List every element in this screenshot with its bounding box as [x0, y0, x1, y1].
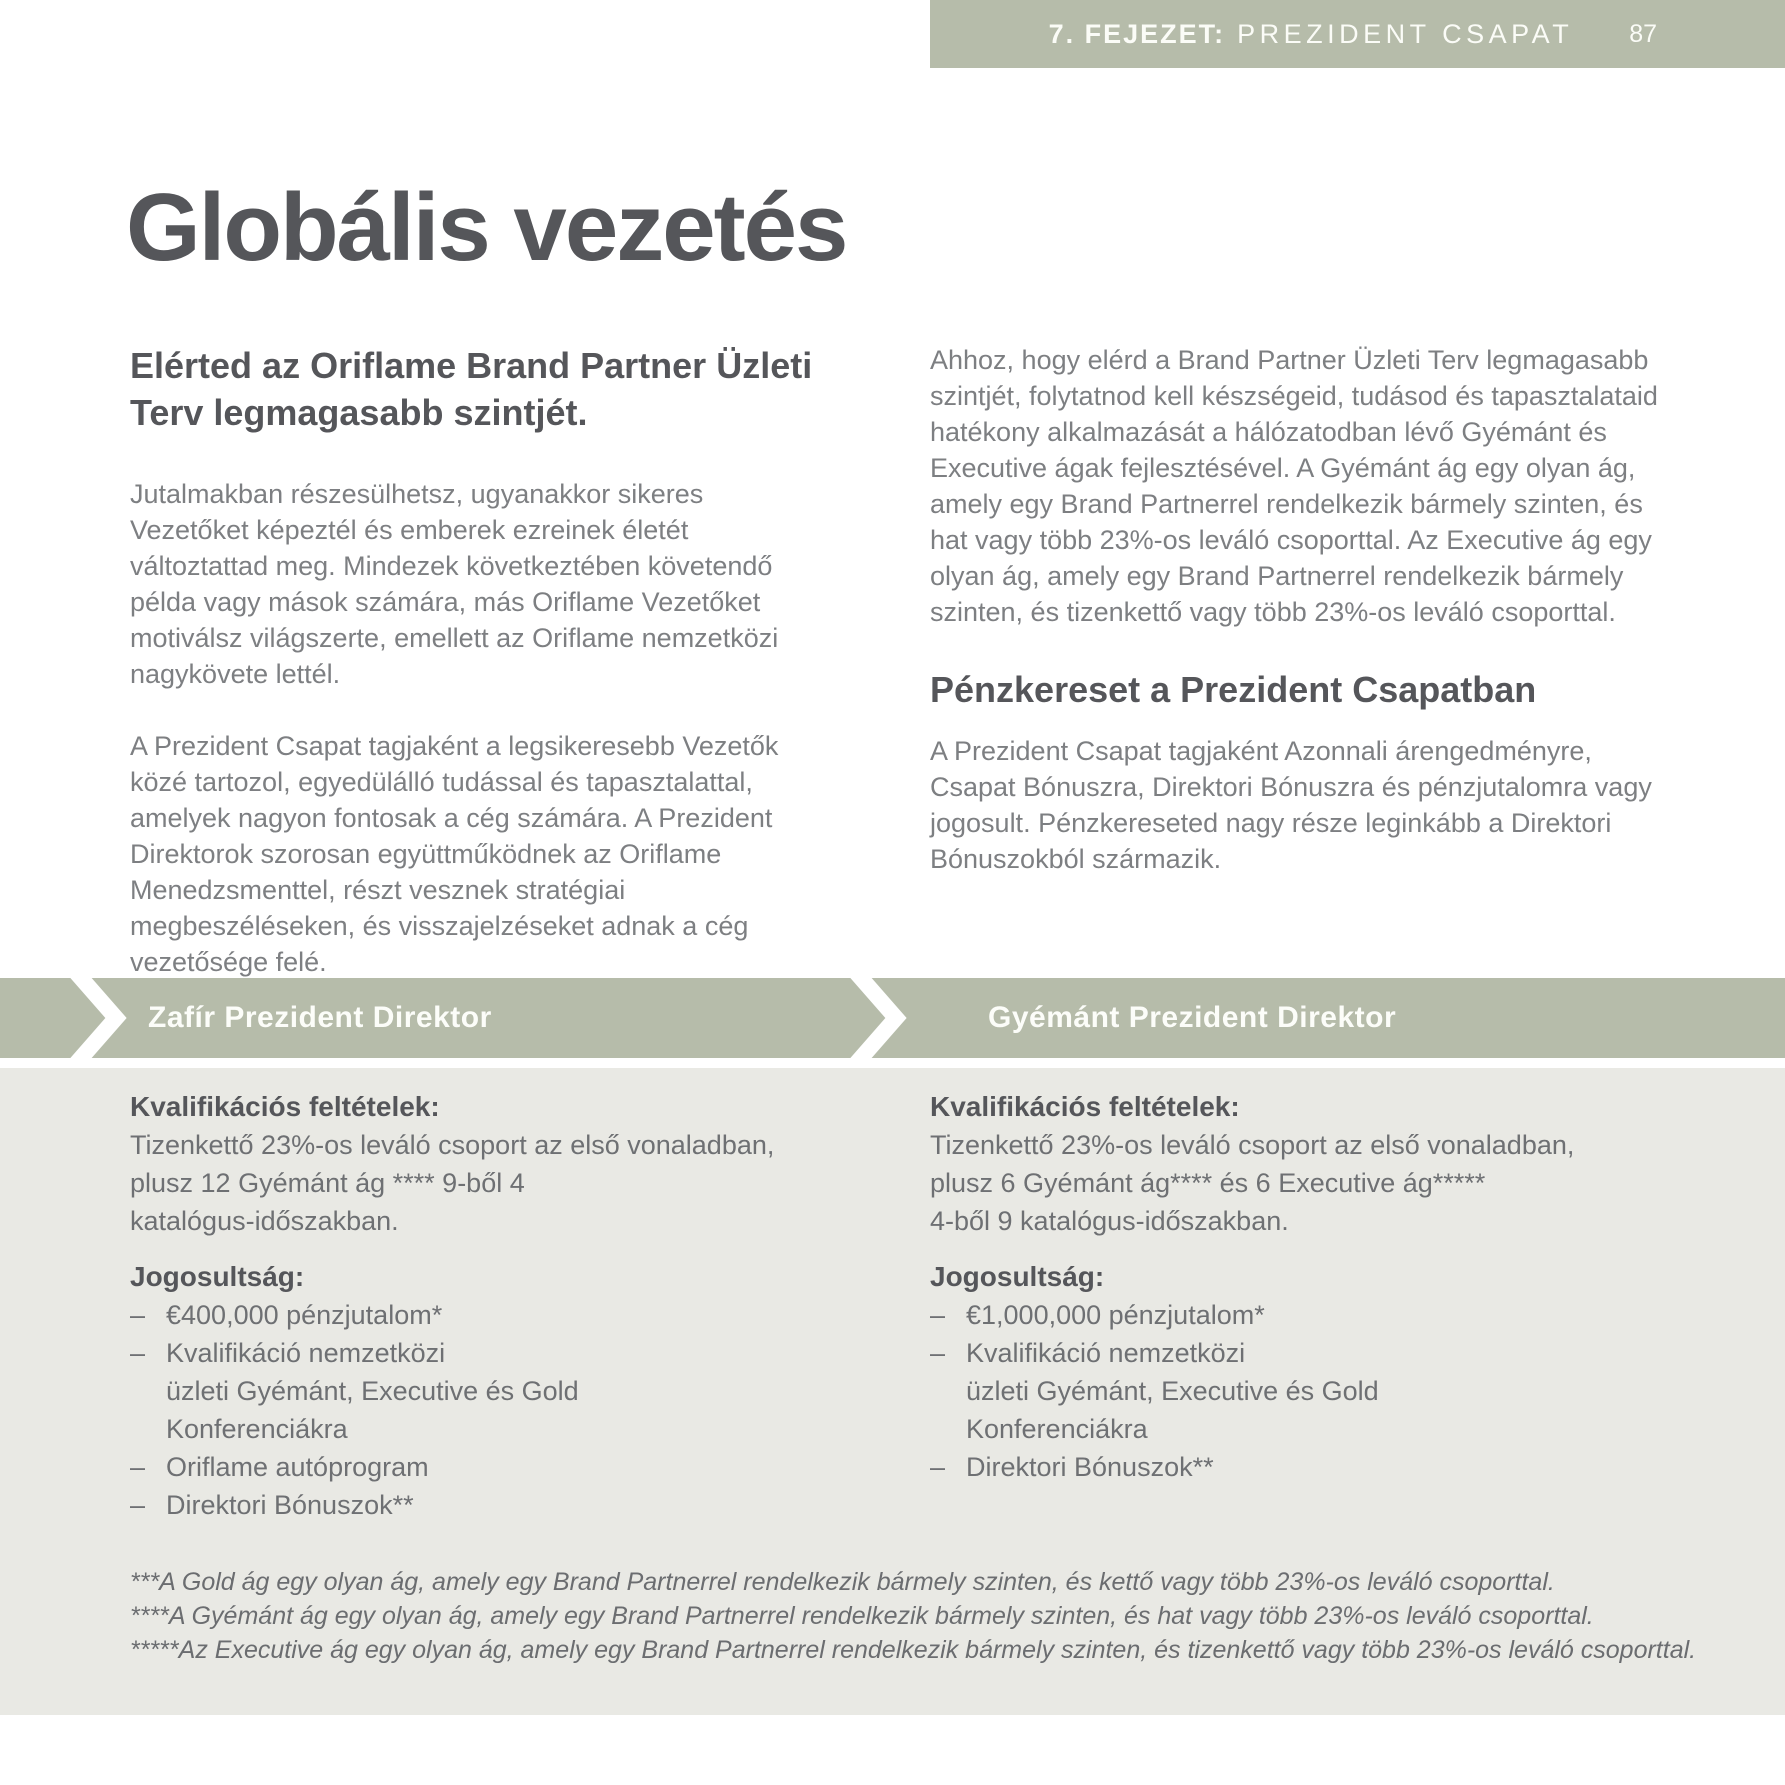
- gyemant-card: [930, 1088, 1574, 1486]
- dash-bullet: –: [130, 1452, 146, 1482]
- list-item-text: Kvalifikáció nemzetközi üzleti Gyémánt, Executive és Gold Konferenciákra: [966, 1338, 1379, 1444]
- footnotes: [130, 1565, 1730, 1667]
- list-item: [130, 1448, 774, 1486]
- eligibility-label: Jogosultság:: [930, 1261, 1105, 1292]
- left-column-heading: Elérted az Oriflame Brand Partner Üzleti Terv legmagasabb szintjét.: [130, 345, 813, 433]
- qualification-line: Tizenkettő 23%-os leváló csoport az első vonaladban,: [930, 1130, 1575, 1160]
- chevron-right-icon: [68, 978, 128, 1058]
- list-item-text: Direktori Bónuszok**: [966, 1452, 1214, 1482]
- chapter-section-label: PREZIDENT CSAPAT: [1237, 18, 1574, 49]
- list-item: [930, 1334, 1574, 1448]
- eligibility-list: [130, 1296, 774, 1524]
- dash-bullet: –: [130, 1300, 146, 1330]
- list-item-text: €1,000,000 pénzjutalom*: [966, 1300, 1265, 1330]
- footnote-gyemant: ****A Gyémánt ág egy olyan ág, amely egy Brand Partnerrel rendelkezik bármely szinten, és hat vagy több 23%-os leváló csoporttal.: [130, 1602, 1594, 1630]
- chapter-label: 7. FEJEZET:: [1048, 18, 1226, 49]
- intro-right-column: [930, 342, 1665, 913]
- intro-left-column: [130, 342, 813, 1016]
- dash-bullet: –: [130, 1338, 146, 1368]
- chevron-right-icon: [848, 978, 908, 1058]
- qualification-line: plusz 6 Gyémánt ág**** és 6 Executive ág*****: [930, 1168, 1486, 1198]
- dash-bullet: –: [930, 1452, 946, 1482]
- footnote-gold: ***A Gold ág egy olyan ág, amely egy Brand Partnerrel rendelkezik bármely szinten, és kettő vagy több 23%-os leváló csoporttal.: [130, 1568, 1555, 1596]
- list-item: [930, 1296, 1574, 1334]
- list-item-text: Direktori Bónuszok**: [166, 1490, 414, 1520]
- paragraph-president-team: A Prezident Csapat tagjaként a legsikeresebb Vezetők közé tartozol, egyedülálló tudással és tapasztalattal, amelyek nagyon fontosak a cég számára. A Prezident Direktorok szorosan együttműködnek az Oriflame Menedzsmenttel, részt vesznek stratégiai megbeszéléseken, és visszajelzéseket adnak a cég vezetősége felé.: [130, 731, 779, 977]
- banner-zafir-prezident-direktor: Zafír Prezident Direktor: [148, 1001, 492, 1034]
- qualification-line: katalógus-időszakban.: [130, 1206, 399, 1236]
- list-item: [130, 1296, 774, 1334]
- eligibility-label: Jogosultság:: [130, 1261, 305, 1292]
- qualification-label: Kvalifikációs feltételek:: [130, 1091, 440, 1122]
- qualification-line: plusz 12 Gyémánt ág **** 9-ből 4: [130, 1168, 525, 1198]
- dash-bullet: –: [930, 1300, 946, 1330]
- footnote-executive: *****Az Executive ág egy olyan ág, amely egy Brand Partnerrel rendelkezik bármely szinten, és tizenkettő vagy több 23%-os leváló csoporttal.: [130, 1636, 1697, 1664]
- qualification-line: 4-ből 9 katalógus-időszakban.: [930, 1206, 1289, 1236]
- list-item-text: €400,000 pénzjutalom*: [166, 1300, 443, 1330]
- rank-banner-band: [0, 978, 1785, 1058]
- earnings-subheading: Pénzkereset a Prezident Csapatban: [930, 669, 1537, 710]
- list-item: [930, 1448, 1574, 1486]
- page-title: Globális vezetés: [126, 174, 847, 281]
- dash-bullet: –: [930, 1338, 946, 1368]
- list-item-text: Kvalifikáció nemzetközi üzleti Gyémánt, Executive és Gold Konferenciákra: [166, 1338, 579, 1444]
- dash-bullet: –: [130, 1490, 146, 1520]
- list-item: [130, 1486, 774, 1524]
- qualification-line: Tizenkettő 23%-os leváló csoport az első vonaladban,: [130, 1130, 775, 1160]
- qualification-label: Kvalifikációs feltételek:: [930, 1091, 1240, 1122]
- rank-details-section: [0, 1068, 1785, 1715]
- list-item: [130, 1334, 774, 1448]
- chapter-header-bar: [930, 0, 1785, 68]
- paragraph-earnings: A Prezident Csapat tagjaként Azonnali árengedményre, Csapat Bónuszra, Direktori Bónuszra és pénzjutalomra vagy jogosult. Pénzkereseted nagy része leginkább a Direktori Bónuszokból származik.: [930, 736, 1652, 874]
- banner-gyemant-prezident-direktor: Gyémánt Prezident Direktor: [988, 1001, 1397, 1034]
- zafir-card: [130, 1088, 774, 1524]
- paragraph-rewards: Jutalmakban részesülhetsz, ugyanakkor sikeres Vezetőket képeztél és emberek ezreinek életét változtattad meg. Mindezek következtében követendő példa vagy mások számára, más Oriflame Vezetőket motiválsz világszerte, emellett az Oriflame nemzetközi nagykövete lettél.: [130, 479, 779, 689]
- page-number: 87: [1629, 19, 1657, 48]
- eligibility-list: [930, 1296, 1574, 1486]
- paragraph-plan-top-level: Ahhoz, hogy elérd a Brand Partner Üzleti Terv legmagasabb szintjét, folytatnod kell készségeid, tudásod és tapasztalataid hatékony alkalmazását a hálózatodban lévő Gyémánt és Executive ágak fejlesztésével. A Gyémánt ág egy olyan ág, amely egy Brand Partnerrel rendelkezik bármely szinten, és hat vagy több 23%-os leváló csoporttal. Az Executive ág egy olyan ág, amely egy Brand Partnerrel rendelkezik bármely szinten, és tizenkettő vagy több 23%-os leváló csoporttal.: [930, 345, 1658, 627]
- list-item-text: Oriflame autóprogram: [166, 1452, 429, 1482]
